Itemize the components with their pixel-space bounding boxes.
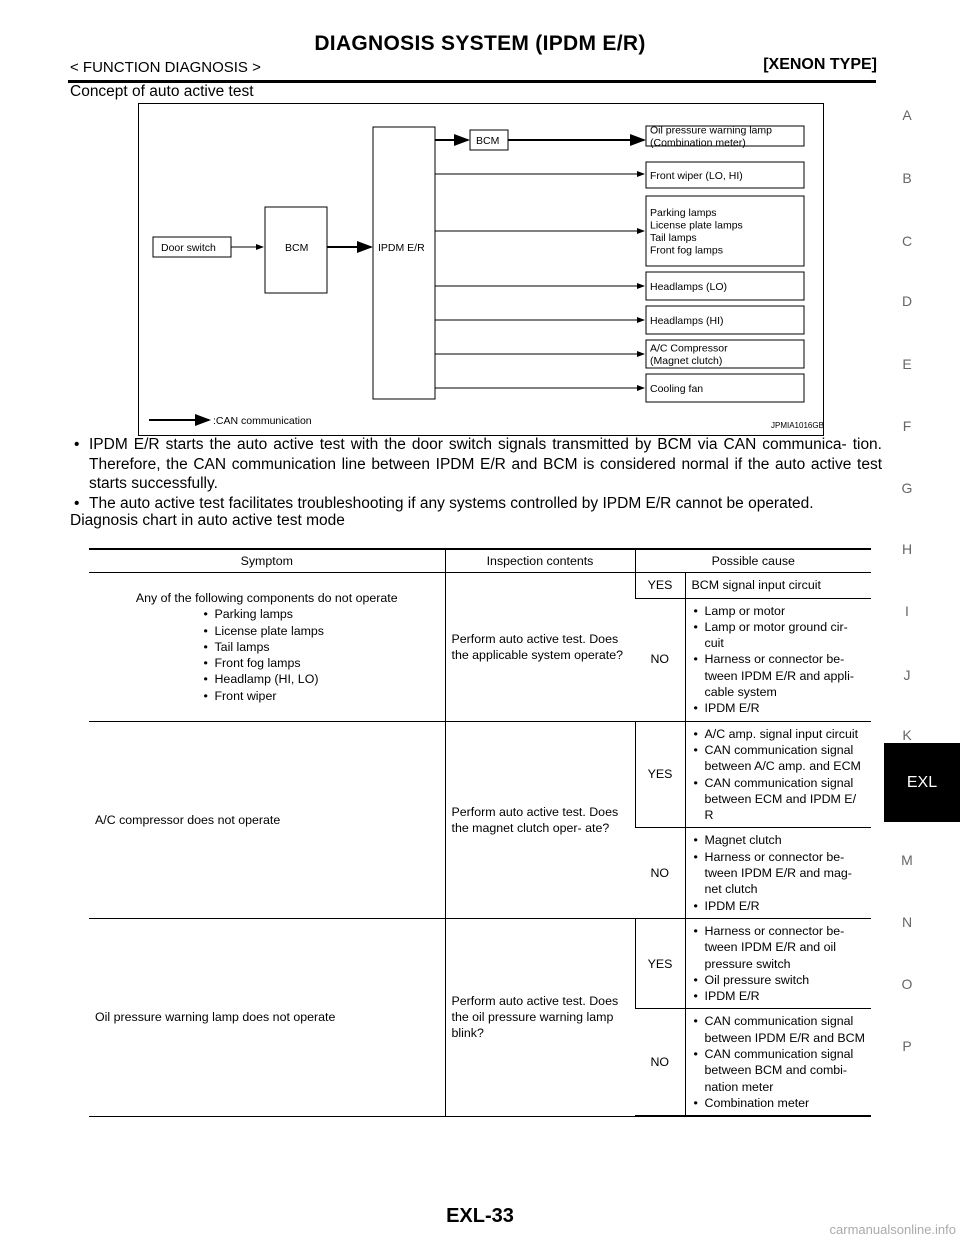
list-item: • Lamp or motor: [692, 603, 866, 619]
table-row: [89, 721, 871, 828]
ipdm-box: [373, 127, 435, 399]
output-label: Front wiper (LO, HI): [650, 169, 743, 182]
inspection-cell: Perform auto active test. Does the magnet clutch oper- ate?: [445, 721, 635, 918]
variant-label: [XENON TYPE]: [763, 56, 877, 73]
section-label: < FUNCTION DIAGNOSIS >: [70, 59, 261, 76]
output-label: Headlamps (HI): [650, 314, 724, 327]
list-item: • Magnet clutch: [692, 832, 866, 848]
output-label: Headlamps (LO): [650, 280, 728, 293]
output-label: (Combination meter): [650, 137, 746, 149]
output-label: Cooling fan: [650, 382, 704, 395]
list-item: • Front wiper: [201, 688, 324, 704]
header-symptom: Symptom: [89, 549, 445, 573]
yes-label: YES: [635, 918, 685, 1008]
symptom-cell: [89, 573, 445, 721]
inspection-cell: Perform auto active test. Does the applicable system operate?: [445, 573, 635, 721]
list-item: • CAN communication signal between ECM and IPDM E/ R: [692, 775, 866, 824]
list-item: • A/C amp. signal input circuit: [692, 726, 866, 742]
side-index-letter: O: [901, 976, 913, 992]
output-label: Front fog lamps: [650, 244, 723, 257]
side-index-letter: H: [901, 541, 913, 557]
yes-label: YES: [635, 721, 685, 828]
output-label: Tail lamps: [650, 232, 697, 244]
inspection-cell: Perform auto active test. Does the oil pressure warning lamp blink?: [445, 918, 635, 1116]
table-header-row: [89, 549, 871, 573]
bcm-label: BCM: [285, 242, 309, 254]
door-switch-label: Door switch: [161, 242, 216, 254]
table-row: [89, 573, 871, 598]
no-label: NO: [635, 1009, 685, 1116]
cause-cell: [685, 1009, 871, 1116]
table-row: [89, 918, 871, 1008]
list-item: • IPDM E/R: [692, 700, 866, 716]
list-item: • Tail lamps: [201, 639, 324, 655]
no-label: NO: [635, 598, 685, 721]
cause-cell: [685, 598, 871, 721]
cause-cell: [685, 721, 871, 828]
symptom-cell: Oil pressure warning lamp does not operate: [89, 918, 445, 1116]
list-item: • IPDM E/R: [692, 988, 866, 1004]
side-index-letter: F: [902, 418, 912, 434]
list-item: • License plate lamps: [201, 623, 324, 639]
output-label: License plate lamps: [650, 219, 743, 232]
header-inspection: Inspection contents: [445, 549, 635, 573]
block-diagram: [138, 103, 824, 436]
side-index-active: EXL: [884, 743, 960, 822]
list-item: • CAN communication signal between BCM and combi- nation meter: [692, 1046, 866, 1095]
side-index-letter: D: [901, 293, 913, 309]
cause-cell: BCM signal input circuit: [685, 573, 871, 598]
side-index-letter: P: [902, 1038, 912, 1054]
list-item: • Harness or connector be- tween IPDM E/R and mag- net clutch: [692, 849, 866, 898]
cause-cell: [685, 918, 871, 1008]
description-item: • IPDM E/R starts the auto active test with the door switch signals transmitted by BCM via CAN communica- tion. Therefore, the CAN communication line between IPDM E/R and BCM is considered normal if the auto active test starts successfully.: [70, 435, 882, 494]
list-item: • CAN communication signal between A/C amp. and ECM: [692, 742, 866, 775]
side-index-letter: I: [905, 603, 909, 619]
no-label: NO: [635, 828, 685, 918]
side-index-letter: N: [901, 914, 913, 930]
list-item: • Front fog lamps: [201, 655, 324, 671]
yes-label: YES: [635, 573, 685, 598]
diagnosis-chart: [89, 548, 871, 1117]
list-item: • Lamp or motor ground cir- cuit: [692, 619, 866, 652]
chart-heading: Diagnosis chart in auto active test mode: [70, 512, 345, 529]
symptom-head: Any of the following components do not operate: [135, 590, 398, 605]
page-number: EXL-33: [446, 1205, 514, 1227]
side-index-letter: M: [901, 852, 913, 868]
list-item: • IPDM E/R: [692, 898, 866, 914]
output-label: Oil pressure warning lamp: [650, 124, 772, 137]
list-item: • Parking lamps: [201, 606, 324, 622]
figure-code: JPMIA1016GB: [771, 421, 823, 430]
side-index-letter: B: [902, 170, 912, 186]
output-loads: [435, 125, 804, 403]
output-label: (Magnet clutch): [650, 355, 723, 367]
list-item: • Headlamp (HI, LO): [201, 671, 324, 687]
description-list: [70, 435, 882, 513]
output-label: Parking lamps: [650, 207, 717, 219]
list-item: • Oil pressure switch: [692, 972, 866, 988]
output-label: A/C Compressor: [650, 342, 728, 355]
cause-cell: [685, 828, 871, 918]
page-title: DIAGNOSIS SYSTEM (IPDM E/R): [314, 32, 646, 55]
header-cause: Possible cause: [635, 549, 871, 573]
side-index-letter: A: [902, 107, 912, 123]
bcm-gateway-label: BCM: [476, 135, 500, 147]
side-index-letter: C: [901, 233, 913, 249]
ipdm-label: IPDM E/R: [378, 242, 425, 254]
description-item: • The auto active test facilitates troubleshooting if any systems controlled by IPDM E/R cannot be operated.: [70, 494, 882, 514]
side-index-letter: J: [903, 667, 911, 683]
list-item: • CAN communication signal between IPDM E/R and BCM: [692, 1013, 866, 1046]
side-index-letter: E: [902, 356, 912, 372]
list-item: • Harness or connector be- tween IPDM E/R and appli- cable system: [692, 651, 866, 700]
concept-heading: Concept of auto active test: [70, 83, 254, 100]
list-item: • Harness or connector be- tween IPDM E/R and oil pressure switch: [692, 923, 866, 972]
watermark: carmanualsonline.info: [829, 1222, 956, 1237]
side-index-letter: G: [901, 480, 913, 496]
symptom-cell: A/C compressor does not operate: [89, 721, 445, 918]
list-item: • Combination meter: [692, 1095, 866, 1111]
side-index-letter: K: [902, 727, 912, 743]
legend-label: :CAN communication: [213, 415, 312, 427]
